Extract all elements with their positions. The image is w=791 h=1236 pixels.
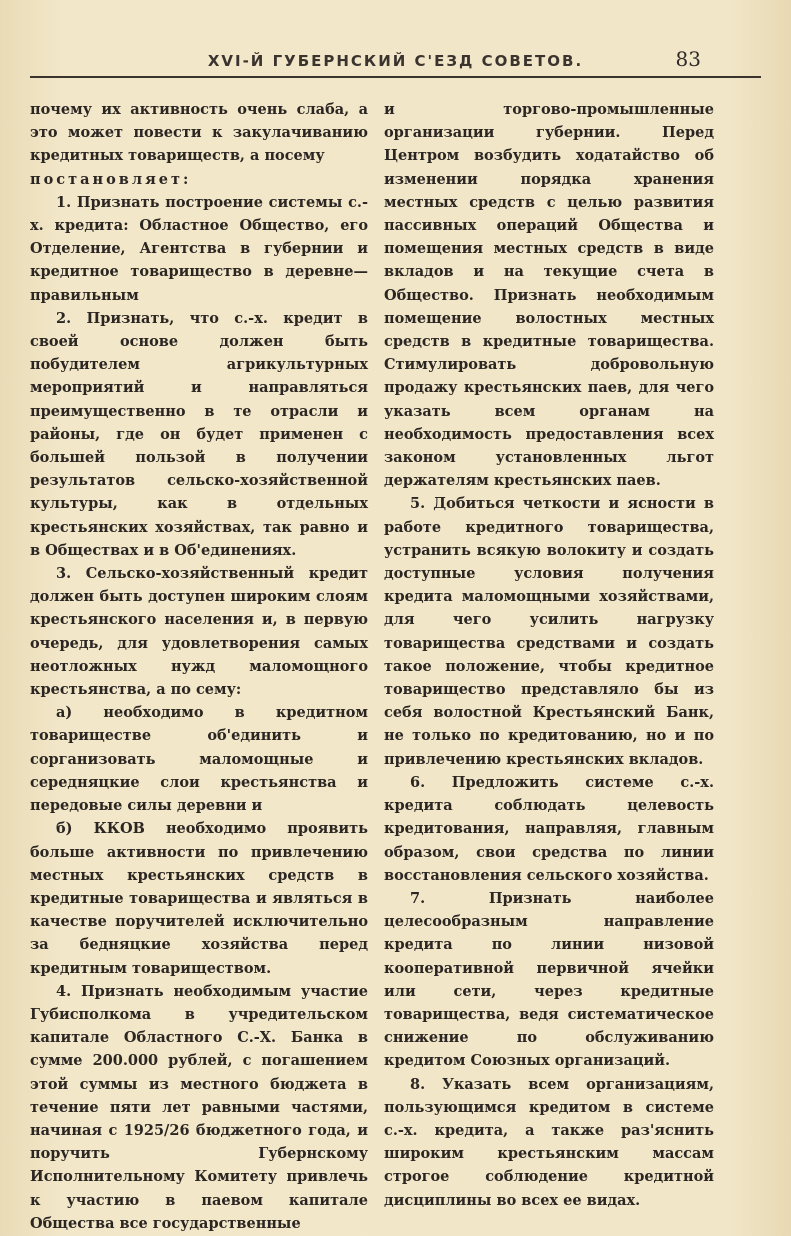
paragraph: 5. Добиться четкости и ясности в работе кредитного товарищества, устранить всякую волокиту и создать доступные условия получения кредита маломощными хозяйствами, для чего усилить нагрузку товарищества средствами и создать такое положение, чтобы кредитное товарищество представляло бы из себя волостной Крестьянский Банк, не только по кредитованию, но и по привлечению крестьянских вкладов. [384,495,714,768]
paragraph: и торгово-промышленные организации губернии. Перед Центром возбудить ходатайство об изменении порядка хранения местных средств с целью развития пассивных операций Общества и помещения местных средств в виде вкладов и на текущие счета в Общество. Признать необходимым помещение волостных местных средств в кредитные товарищества. Стимулировать добровольную продажу крестьянских паев, для чего указать всем органам на необходимость предоставления всех законом установленных льгот держателям крестьянских паев. [384,101,714,490]
paragraph: б) ККОВ необходимо проявить больше активности по привлечению местных крестьянских средств в кредитные товарищества и являться в качестве поручителей исключительно за бедняцкие хозяйства перед кредитным товариществом. [30,820,368,977]
paragraph: 6. Предложить системе с.-х. кредита соблюдать целевость кредитования, направляя, главным образом, свои средства по линии восстановления сельского хозяйства. [384,773,714,884]
paragraph: 1. Признать построение системы с.-х. кредита: Областное Общество, его Отделение, Агентства в губернии и кредитное товарищество в деревне—правильным [30,193,368,304]
right-column [384,98,714,1212]
paragraph: а) необходимо в кредитном товариществе об'единить и сорганизовать маломощные и середняцкие слои крестьянства и передовые силы деревни и [30,704,368,815]
paragraph: 3. Сельско-хозяйственный кредит должен быть доступен широким слоям крестьянского населения и, в первую очередь, для удовлетворения самых неотложных нужд маломощного крестьянства, а по сему: [30,565,368,699]
header-rule [30,76,761,78]
paragraph: 2. Признать, что с.-х. кредит в своей основе должен быть побудителем агрикультурных мероприятий и направляться преимущественно в те отрасли и районы, где он будет применен с большей пользой в получении результатов сельско-хозяйственной культуры, как в отдельных крестьянских хозяйствах, так равно и в Обществах и в Об'единениях. [30,309,368,559]
paragraph: 8. Указать всем организациям, пользующимся кредитом в системе с.-х. кредита, а также раз'яснить широким крестьянским массам строгое соблюдение кредитной дисциплины во всех ее видах. [384,1075,714,1209]
paragraph: постановляет: [30,170,192,188]
page-header [30,44,761,78]
paragraph: 4. Признать необходимым участие Губисполкома в учредительском капитале Областного С.-Х. Банка в сумме 200.000 рублей, с погашением этой суммы из местного бюджета в течение пяти лет равными частями, начиная с 1925/26 бюджетного года, и поручить Губернскому Исполнительному Комитету привлечь к участию в паевом капитале Общества все государственные [30,982,368,1232]
page-number: 83 [675,47,701,71]
paragraph: почему их активность очень слаба, а это может повести к закулачиванию кредитных товариществ, а посему [30,101,368,165]
running-title: XVI-Й ГУБЕРНСКИЙ С'ЕЗД СОВЕТОВ. [207,52,584,70]
left-column [30,98,368,1235]
paragraph: 7. Признать наиболее целесообразным направление кредита по линии низовой кооперативной первичной ячейки или сети, через кредитные товарищества, ведя систематическое снижение по обслуживанию кредитом Союзных организаций. [384,889,714,1070]
